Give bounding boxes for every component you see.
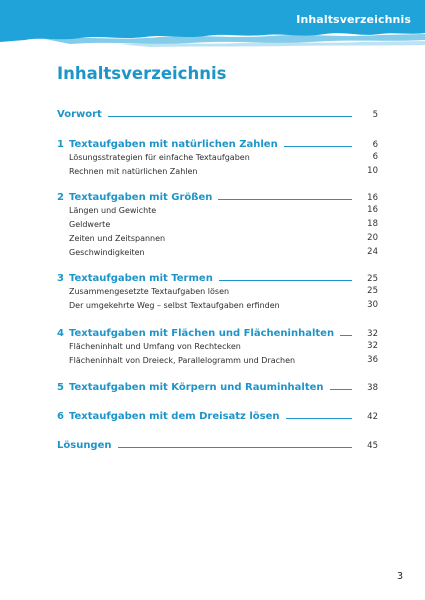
toc-entry-text: Längen und Gewichte <box>69 206 157 215</box>
toc-chapter-number: 4 <box>57 328 64 339</box>
toc-page-number: 18 <box>367 219 378 229</box>
toc-subentry-row[interactable] <box>57 203 378 215</box>
toc-entry-label <box>57 167 197 176</box>
toc-page-number: 24 <box>367 247 378 257</box>
toc-subentry-row[interactable] <box>57 245 378 257</box>
page-title: Inhaltsverzeichnis <box>57 64 227 83</box>
toc-entry-text: Vorwort <box>57 109 102 120</box>
toc-subentry-row[interactable] <box>57 284 378 296</box>
toc-chapter-row[interactable] <box>57 379 378 393</box>
toc-entry-text: Textaufgaben mit Termen <box>69 273 213 284</box>
toc-leader-line <box>286 418 353 419</box>
toc-leader-line <box>330 389 352 390</box>
toc-chapter-number: 5 <box>57 382 64 393</box>
toc-entry-text: Flächeninhalt und Umfang von Rechtecken <box>69 342 241 351</box>
toc-entry-text: Textaufgaben mit Größen <box>69 192 213 203</box>
toc-subentry-row[interactable] <box>57 231 378 243</box>
page-number: 3 <box>396 571 403 582</box>
toc-leader-line <box>108 116 352 117</box>
toc-leader-line <box>218 199 352 200</box>
toc-subentry-row[interactable] <box>57 353 378 365</box>
toc-page-number: 30 <box>367 300 378 310</box>
toc-entry-label <box>57 382 324 393</box>
toc-chapter-row[interactable] <box>57 437 378 451</box>
toc-subentry-row[interactable] <box>57 217 378 229</box>
toc-subentry-row[interactable] <box>57 298 378 310</box>
toc-chapter-row[interactable] <box>57 270 378 284</box>
toc-chapter-row[interactable] <box>57 136 378 150</box>
toc-page-number: 20 <box>367 233 378 243</box>
toc-entry-text: Geldwerte <box>69 220 111 229</box>
toc-chapter-row[interactable] <box>57 106 378 120</box>
toc-page-number: 45 <box>367 441 378 451</box>
toc-page-number: 32 <box>367 341 378 351</box>
toc-chapter-number: 1 <box>57 139 64 150</box>
toc-page-number: 32 <box>367 329 378 339</box>
toc-leader-line <box>118 447 353 448</box>
toc-entry-text: Zeiten und Zeitspannen <box>69 234 166 243</box>
toc-entry-label <box>57 356 295 365</box>
toc-page-number: 25 <box>367 286 378 296</box>
toc-chapter-number: 3 <box>57 273 64 284</box>
header-banner <box>0 0 425 48</box>
toc-entry-text: Zusammengesetzte Textaufgaben lösen <box>69 287 230 296</box>
toc-entry-text: Textaufgaben mit natürlichen Zahlen <box>69 139 278 150</box>
toc-page-number: 6 <box>372 152 378 162</box>
toc-page-number: 6 <box>372 140 378 150</box>
toc-leader-line <box>219 280 352 281</box>
toc-chapter-number: 2 <box>57 192 64 203</box>
toc-entry-label <box>57 248 145 257</box>
toc-subentry-row[interactable] <box>57 339 378 351</box>
toc-entry-text: Textaufgaben mit Körpern und Rauminhalten <box>69 382 324 393</box>
toc-entry-label <box>57 192 212 203</box>
toc-entry-label <box>57 411 280 422</box>
toc-subentry-row[interactable] <box>57 164 378 176</box>
header-title: Inhaltsverzeichnis <box>296 13 411 26</box>
toc-entry-label <box>57 206 156 215</box>
toc-entry-label <box>57 109 102 120</box>
toc-entry-label <box>57 342 241 351</box>
toc-page-number: 38 <box>367 383 378 393</box>
toc-entry-text: Rechnen mit natürlichen Zahlen <box>69 167 198 176</box>
toc-entry-label <box>57 301 280 310</box>
toc-entry-text: Lösungen <box>57 440 112 451</box>
toc-page-number: 16 <box>367 205 378 215</box>
toc-entry-text: Geschwindigkeiten <box>69 248 145 257</box>
toc-entry-label <box>57 153 250 162</box>
toc-entry-text: Der umgekehrte Weg – selbst Textaufgaben erfinden <box>69 301 280 310</box>
toc-chapter-row[interactable] <box>57 325 378 339</box>
toc-entry-label <box>57 234 165 243</box>
toc-chapter-number: 6 <box>57 411 64 422</box>
toc-leader-line <box>284 146 352 147</box>
toc-page-number: 5 <box>372 110 378 120</box>
toc-page-number: 42 <box>367 412 378 422</box>
toc-page-number: 10 <box>367 166 378 176</box>
toc-entry-label <box>57 220 110 229</box>
toc-entry-text: Lösungsstrategien für einfache Textaufgaben <box>69 153 250 162</box>
toc-entry-label <box>57 287 229 296</box>
toc-entry-label <box>57 328 334 339</box>
toc-entry-text: Textaufgaben mit dem Dreisatz lösen <box>69 411 280 422</box>
toc-entry-text: Flächeninhalt von Dreieck, Parallelogramm und Drachen <box>69 356 296 365</box>
toc-page-number: 36 <box>367 355 378 365</box>
toc-entry-label <box>57 139 278 150</box>
toc-chapter-row[interactable] <box>57 408 378 422</box>
toc-page-number: 25 <box>367 274 378 284</box>
toc-chapter-row[interactable] <box>57 189 378 203</box>
toc-page-number: 16 <box>367 193 378 203</box>
toc-entry-label <box>57 273 213 284</box>
toc-entry-text: Textaufgaben mit Flächen und Flächeninhalten <box>69 328 335 339</box>
toc-leader-line <box>340 335 352 336</box>
toc-entry-label <box>57 440 112 451</box>
toc-subentry-row[interactable] <box>57 150 378 162</box>
